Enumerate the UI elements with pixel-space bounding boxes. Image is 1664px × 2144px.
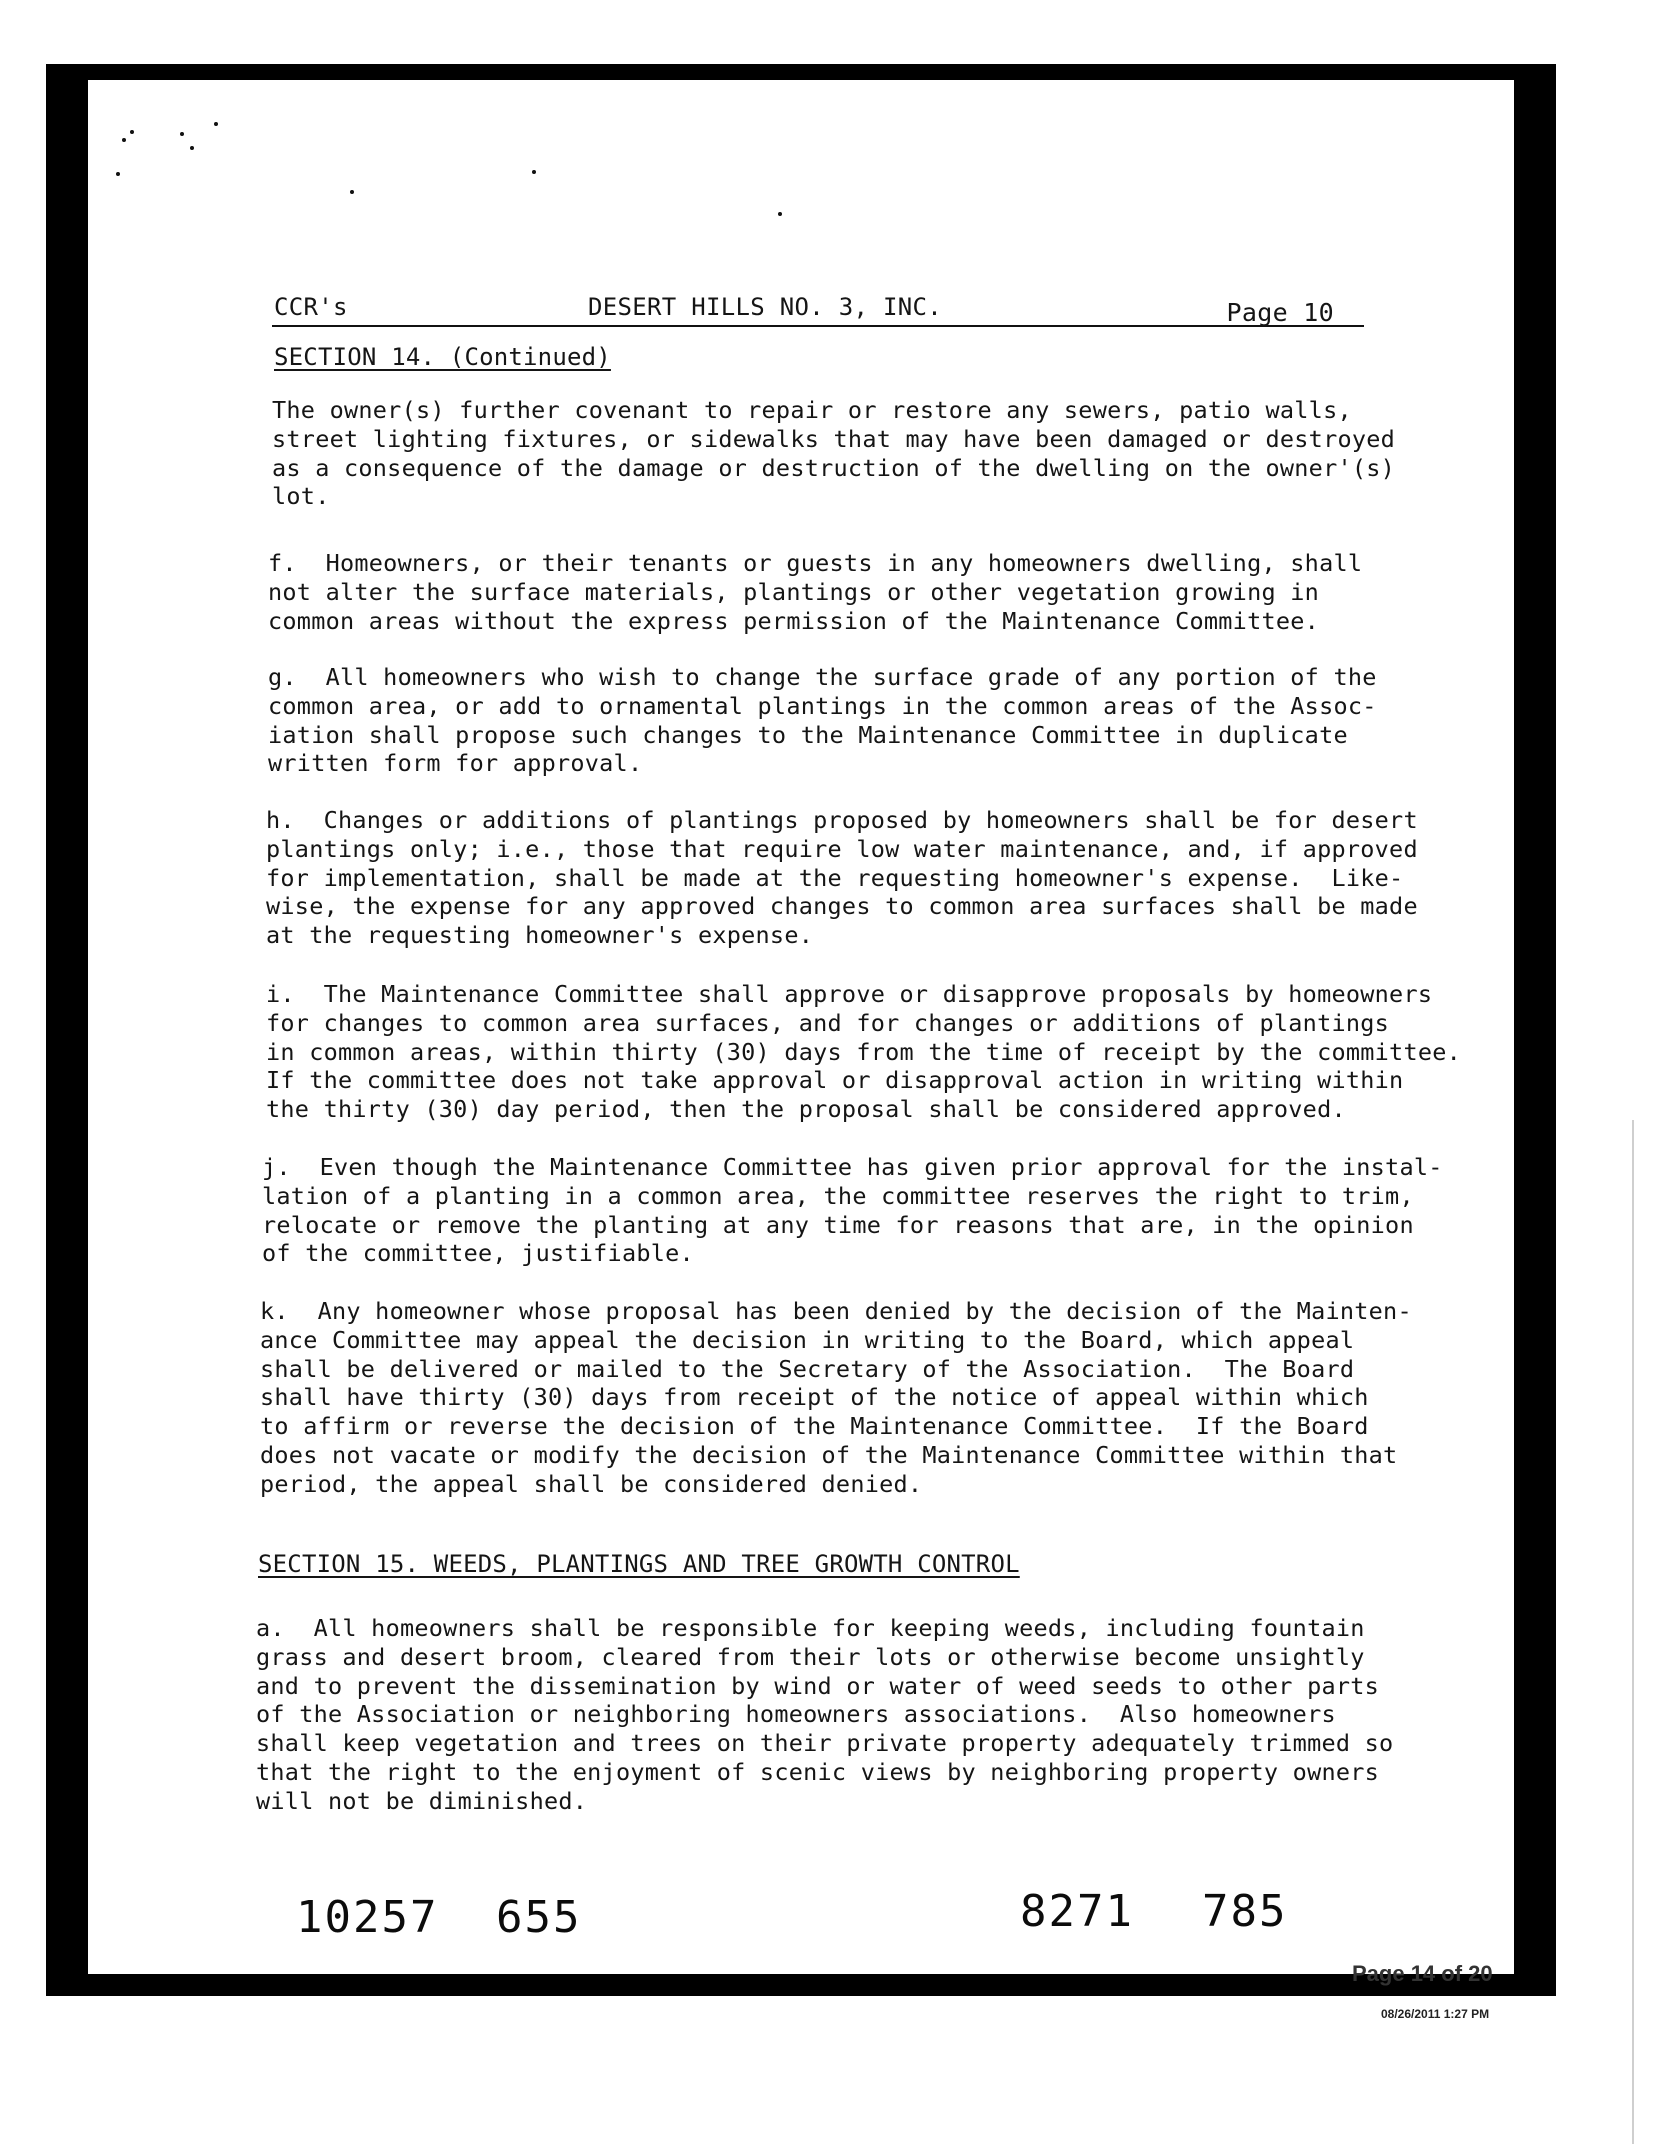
scan-speck — [214, 122, 218, 126]
paragraph-g: g. All homeowners who wish to change the surface grade of any portion of the common area, or add to ornamental plantings in the common areas of the Assoc- iation shall propose such changes to the Maintenance Committee in duplicate written form for approval. — [268, 663, 1377, 778]
scan-speck — [350, 190, 354, 194]
scan-speck — [116, 172, 120, 176]
paragraph-h: h. Changes or additions of plantings proposed by homeowners shall be for desert plantings only; i.e., those that require low water maintenance, and, if approved for implementation, shall be made at the requesting homeowner's expense. Like- wise, the expense for any approved changes to common area surfaces shall be made at the requesting homeowner's expense. — [266, 806, 1418, 950]
footer-number: 785 — [1202, 1886, 1288, 1937]
scan-speck — [122, 138, 126, 142]
section-14-heading: SECTION 14. (Continued) — [274, 343, 611, 371]
paragraph-i: i. The Maintenance Committee shall approve or disapprove proposals by homeowners for changes to common area surfaces, and for changes or additions of plantings in common areas, within thirty (30) days from the time of receipt by the committee. If the committee does not take approval or disapproval action in writing within the thirty (30) day period, then the proposal shall be considered approved. — [266, 980, 1462, 1124]
scan-speck — [778, 212, 782, 216]
header-page-number: Page 10 — [1226, 298, 1334, 327]
scan-speck — [130, 130, 134, 134]
footer-number: 655 — [496, 1892, 582, 1943]
paragraph-a: a. All homeowners shall be responsible for keeping weeds, including fountain grass and desert broom, cleared from their lots or otherwise become unsightly and to prevent the dissemination by wind or water of weed seeds to other parts of the Association or neighboring homeowners associations. Also homeowners shall keep vegetation and trees on their private property adequately trimmed so that the right to the enjoyment of scenic views by neighboring property owners will not be diminished. — [256, 1614, 1394, 1815]
scan-edge-line — [1632, 1120, 1634, 2144]
paragraph-intro: The owner(s) further covenant to repair or restore any sewers, patio walls, street lighting fixtures, or sidewalks that may have been damaged or destroyed as a consequence of the damage or destruction of the dwelling on the owner'(s) lot. — [272, 396, 1396, 511]
paragraph-j: j. Even though the Maintenance Committee has given prior approval for the instal- lation of a planting in a common area, the committee reserves the right to trim, relocate or remove the planting at any time for reasons that are, in the opinion of the committee, justifiable. — [262, 1153, 1443, 1268]
footer-number: 10257 — [296, 1892, 439, 1943]
scan-speck — [532, 170, 536, 174]
paragraph-k: k. Any homeowner whose proposal has been denied by the decision of the Mainten- ance Committee may appeal the decision in writing to the Board, which appeal shall be delivered or mailed to the Secretary of the Association. The Board shall have thirty (30) days from receipt of the notice of appeal within which to affirm or reverse the decision of the Maintenance Committee. If the Board does not vacate or modify the decision of the Maintenance Committee within that period, the appeal shall be considered denied. — [260, 1297, 1412, 1498]
page-count-stamp — [1352, 1961, 1512, 1992]
scan-speck — [180, 132, 184, 136]
print-timestamp: 08/26/2011 1:27 PM — [1381, 2007, 1490, 2021]
page-count-text: Page 14 of 20 — [1352, 1961, 1493, 1986]
paragraph-f: f. Homeowners, or their tenants or guests in any homeowners dwelling, shall not alter the surface materials, plantings or other vegetation growing in common areas without the express permission of the Maintenance Committee. — [268, 549, 1363, 635]
page-header — [272, 285, 1364, 327]
section-15-heading: SECTION 15. WEEDS, PLANTINGS AND TREE GROWTH CONTROL — [258, 1550, 1020, 1578]
header-title: DESERT HILLS NO. 3, INC. — [588, 293, 942, 321]
scan-speck — [190, 146, 194, 150]
footer-number: 8271 — [1020, 1886, 1134, 1937]
header-left: CCR's — [274, 293, 348, 321]
